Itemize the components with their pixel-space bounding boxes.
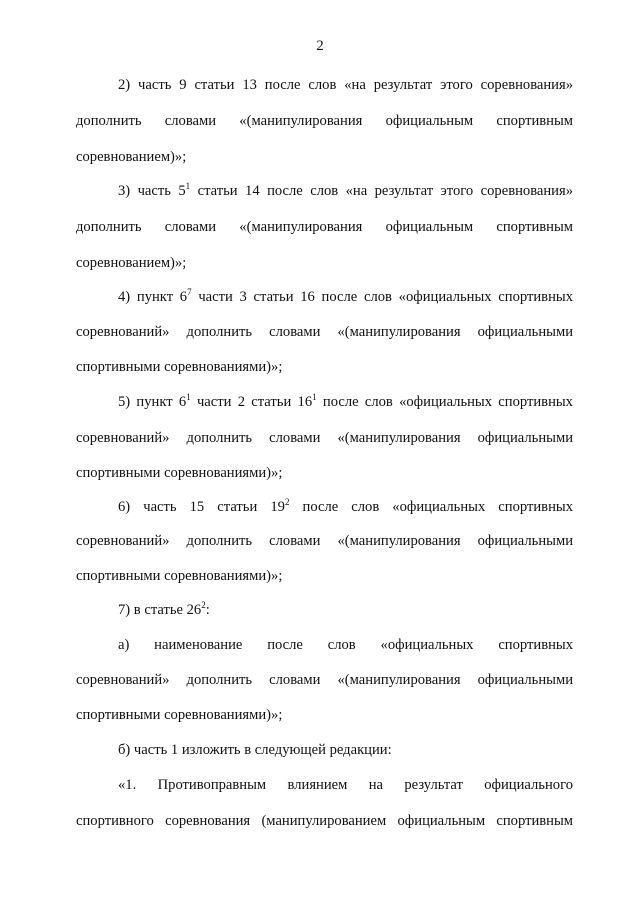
- item-5-line-3: спортивными соревнованиями)»;: [76, 465, 283, 481]
- item-4-text-a: 4) пункт 6: [118, 289, 188, 305]
- superscript: 1: [312, 392, 317, 402]
- superscript: 1: [185, 181, 191, 191]
- item-5-line-1: [118, 393, 573, 411]
- sub-a-line-1: а) наименование после слов «официальных спортивных: [118, 637, 573, 653]
- item-6-text-b: после слов «официальных спортивных: [289, 499, 573, 515]
- item-3-line-1: [118, 182, 573, 200]
- item-5-text-a: 5) пункт 6: [118, 394, 187, 410]
- item-2-line-3: соревнованием)»;: [76, 149, 187, 165]
- superscript: 7: [187, 287, 192, 297]
- item-6-text-a: 6) часть 15 статьи 19: [118, 499, 285, 515]
- item-5-text-b: части 2 статьи 16: [190, 394, 313, 410]
- item-6-line-1: [118, 498, 573, 516]
- superscript: 2: [201, 600, 206, 610]
- item-3-line-2: дополнить словами «(манипулирования официальным спортивным: [76, 219, 573, 235]
- item-7-text-a: 7) в статье 26: [118, 602, 202, 618]
- item-4-line-1: [118, 288, 573, 306]
- item-3-text-b: статьи 14 после слов «на результат этого соревнования»: [190, 183, 574, 199]
- item-6-line-3: спортивными соревнованиями)»;: [76, 568, 283, 584]
- item-4-line-3: спортивными соревнованиями)»;: [76, 359, 283, 375]
- item-5-text-c: после слов «официальных спортивных: [316, 394, 573, 410]
- item-5-line-2: соревнований» дополнить словами «(манипулирования официальными: [76, 430, 573, 446]
- sub-b-line-1: б) часть 1 изложить в следующей редакции:: [118, 742, 392, 758]
- quote-line-2: спортивного соревнования (манипулированием официальным спортивным: [76, 813, 573, 829]
- quote-line-1: «1. Противоправным влиянием на результат официального: [118, 777, 573, 793]
- item-3-text-a: 3) часть 5: [118, 183, 186, 199]
- sub-a-line-3: спортивными соревнованиями)»;: [76, 707, 283, 723]
- item-3-line-3: соревнованием)»;: [76, 255, 187, 271]
- item-7-line-1: [118, 601, 573, 619]
- superscript: 2: [284, 497, 290, 507]
- sub-a-line-2: соревнований» дополнить словами «(манипулирования официальными: [76, 672, 573, 688]
- item-2-line-1: 2) часть 9 статьи 13 после слов «на результат этого соревнования»: [118, 77, 573, 93]
- page-number: 2: [316, 38, 324, 54]
- item-7-text-b: :: [205, 602, 210, 618]
- item-4-line-2: соревнований» дополнить словами «(манипулирования официальными: [76, 324, 573, 340]
- item-6-line-2: соревнований» дополнить словами «(манипулирования официальными: [76, 533, 573, 549]
- superscript: 1: [186, 392, 191, 402]
- item-2-line-2: дополнить словами «(манипулирования официальным спортивным: [76, 113, 573, 129]
- item-4-text-b: части 3 статьи 16 после слов «официальных спортивных: [191, 289, 573, 305]
